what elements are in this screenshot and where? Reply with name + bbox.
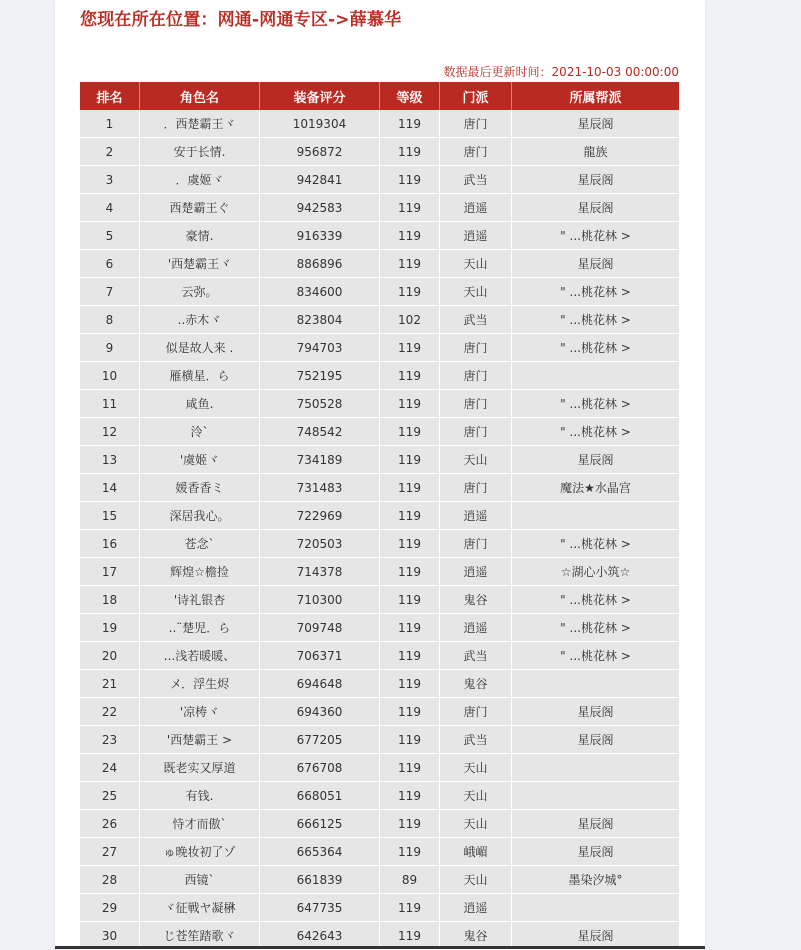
rank-cell: 26	[80, 810, 140, 838]
level-cell: 119	[380, 614, 440, 642]
level-cell: 119	[380, 474, 440, 502]
level-cell: 119	[380, 726, 440, 754]
table-row	[80, 726, 679, 754]
table-row	[80, 866, 679, 894]
level-cell: 119	[380, 698, 440, 726]
school-cell: 唐门	[440, 418, 512, 446]
guild-cell: " ...桃花林 >	[512, 642, 679, 670]
level-cell: 119	[380, 810, 440, 838]
equip-score-cell: 714378	[260, 558, 380, 586]
role-name-cell: ．虞姬ヾ	[140, 166, 260, 194]
guild-cell: 星辰阁	[512, 194, 679, 222]
equip-score-cell: 823804	[260, 306, 380, 334]
guild-cell: " ...桃花林 >	[512, 530, 679, 558]
table-row	[80, 894, 679, 922]
table-row	[80, 614, 679, 642]
content-panel	[55, 0, 705, 949]
guild-cell	[512, 894, 679, 922]
role-name-cell: 有钱.	[140, 782, 260, 810]
role-name-cell: 辉煌☆檐捡	[140, 558, 260, 586]
equip-score-cell: 916339	[260, 222, 380, 250]
col-header-equip-score: 装备评分	[260, 82, 380, 110]
rank-cell: 15	[80, 502, 140, 530]
school-cell: 天山	[440, 754, 512, 782]
school-cell: 武当	[440, 166, 512, 194]
equip-score-cell: 794703	[260, 334, 380, 362]
guild-cell: 墨染汐城°	[512, 866, 679, 894]
school-cell: 天山	[440, 782, 512, 810]
school-cell: 峨嵋	[440, 838, 512, 866]
rank-cell: 23	[80, 726, 140, 754]
guild-cell	[512, 754, 679, 782]
guild-cell: 魔法★水晶宫	[512, 474, 679, 502]
level-cell: 119	[380, 138, 440, 166]
role-name-cell: ゅ晚妆初了ゾ	[140, 838, 260, 866]
school-cell: 天山	[440, 250, 512, 278]
table-row	[80, 670, 679, 698]
rank-cell: 19	[80, 614, 140, 642]
rank-cell: 16	[80, 530, 140, 558]
level-cell: 119	[380, 250, 440, 278]
guild-cell: " ...桃花林 >	[512, 418, 679, 446]
guild-cell	[512, 670, 679, 698]
table-row	[80, 362, 679, 390]
level-cell: 119	[380, 446, 440, 474]
level-cell: 119	[380, 278, 440, 306]
school-cell: 唐门	[440, 362, 512, 390]
level-cell: 119	[380, 502, 440, 530]
table-row	[80, 222, 679, 250]
table-row	[80, 642, 679, 670]
equip-score-cell: 694648	[260, 670, 380, 698]
level-cell: 119	[380, 334, 440, 362]
school-cell: 唐门	[440, 698, 512, 726]
guild-cell: " ...桃花林 >	[512, 222, 679, 250]
rank-cell: 20	[80, 642, 140, 670]
table-row	[80, 306, 679, 334]
role-name-cell: 媛香香ミ	[140, 474, 260, 502]
role-name-cell: '凉梼ヾ	[140, 698, 260, 726]
guild-cell: 星辰阁	[512, 922, 679, 950]
rank-cell: 3	[80, 166, 140, 194]
guild-cell	[512, 782, 679, 810]
equip-score-cell: 720503	[260, 530, 380, 558]
level-cell: 119	[380, 390, 440, 418]
school-cell: 唐门	[440, 390, 512, 418]
table-row	[80, 334, 679, 362]
guild-cell: 星辰阁	[512, 446, 679, 474]
equip-score-cell: 886896	[260, 250, 380, 278]
guild-cell	[512, 362, 679, 390]
role-name-cell: '西楚霸王ヾ	[140, 250, 260, 278]
rank-cell: 10	[80, 362, 140, 390]
table-row	[80, 250, 679, 278]
role-name-cell: メ．浮生烬	[140, 670, 260, 698]
equip-score-cell: 668051	[260, 782, 380, 810]
level-cell: 119	[380, 110, 440, 138]
school-cell: 鬼谷	[440, 922, 512, 950]
update-time: 数据最后更新时间：2021-10-03 00:00:00	[443, 65, 679, 79]
rank-cell: 29	[80, 894, 140, 922]
guild-cell: 星辰阁	[512, 698, 679, 726]
guild-cell: 星辰阁	[512, 250, 679, 278]
level-cell: 119	[380, 530, 440, 558]
school-cell: 逍遥	[440, 894, 512, 922]
rank-cell: 22	[80, 698, 140, 726]
rank-cell: 25	[80, 782, 140, 810]
school-cell: 武当	[440, 726, 512, 754]
table-row	[80, 166, 679, 194]
equip-score-cell: 642643	[260, 922, 380, 950]
table-row	[80, 530, 679, 558]
role-name-cell: ヾ征戦ヤ凝楙	[140, 894, 260, 922]
rank-cell: 9	[80, 334, 140, 362]
table-header-row	[80, 82, 679, 110]
school-cell: 天山	[440, 810, 512, 838]
school-cell: 鬼谷	[440, 586, 512, 614]
role-name-cell: 安于长情.	[140, 138, 260, 166]
rank-cell: 8	[80, 306, 140, 334]
school-cell: 天山	[440, 866, 512, 894]
school-cell: 唐门	[440, 530, 512, 558]
guild-cell: 星辰阁	[512, 810, 679, 838]
rank-cell: 13	[80, 446, 140, 474]
school-cell: 武当	[440, 642, 512, 670]
equip-score-cell: 647735	[260, 894, 380, 922]
table-row	[80, 586, 679, 614]
role-name-cell: 西镜`	[140, 866, 260, 894]
equip-score-cell: 710300	[260, 586, 380, 614]
rank-cell: 27	[80, 838, 140, 866]
rank-cell: 12	[80, 418, 140, 446]
guild-cell: " ...桃花林 >	[512, 306, 679, 334]
role-name-cell: ..赤木ヾ	[140, 306, 260, 334]
role-name-cell: ..¨楚児．ら	[140, 614, 260, 642]
school-cell: 天山	[440, 278, 512, 306]
level-cell: 119	[380, 362, 440, 390]
col-header-level: 等级	[380, 82, 440, 110]
school-cell: 唐门	[440, 138, 512, 166]
role-name-cell: 既老实又厚道	[140, 754, 260, 782]
guild-cell: " ...桃花林 >	[512, 614, 679, 642]
equip-score-cell: 752195	[260, 362, 380, 390]
guild-cell	[512, 502, 679, 530]
school-cell: 唐门	[440, 110, 512, 138]
rank-cell: 17	[80, 558, 140, 586]
school-cell: 逍遥	[440, 502, 512, 530]
equip-score-cell: 750528	[260, 390, 380, 418]
equip-score-cell: 706371	[260, 642, 380, 670]
role-name-cell: '诗礼银杏	[140, 586, 260, 614]
role-name-cell: 似是故人来 .	[140, 334, 260, 362]
guild-cell: 星辰阁	[512, 166, 679, 194]
table-row	[80, 418, 679, 446]
school-cell: 唐门	[440, 334, 512, 362]
level-cell: 119	[380, 166, 440, 194]
col-header-guild: 所属帮派	[512, 82, 679, 110]
equip-score-cell: 666125	[260, 810, 380, 838]
guild-cell: " ...桃花林 >	[512, 278, 679, 306]
school-cell: 逍遥	[440, 194, 512, 222]
rank-cell: 28	[80, 866, 140, 894]
equip-score-cell: 722969	[260, 502, 380, 530]
level-cell: 119	[380, 782, 440, 810]
role-name-cell: じ苍笙踏歌ヾ	[140, 922, 260, 950]
table-row	[80, 474, 679, 502]
rank-cell: 1	[80, 110, 140, 138]
col-header-role-name: 角色名	[140, 82, 260, 110]
table-row	[80, 110, 679, 138]
table-row	[80, 782, 679, 810]
role-name-cell: 云弥。	[140, 278, 260, 306]
table-row	[80, 194, 679, 222]
equip-score-cell: 942841	[260, 166, 380, 194]
level-cell: 119	[380, 642, 440, 670]
equip-score-cell: 956872	[260, 138, 380, 166]
role-name-cell: 豪情.	[140, 222, 260, 250]
school-cell: 逍遥	[440, 558, 512, 586]
col-header-rank: 排名	[80, 82, 140, 110]
rank-cell: 4	[80, 194, 140, 222]
table-row	[80, 810, 679, 838]
rank-cell: 2	[80, 138, 140, 166]
level-cell: 102	[380, 306, 440, 334]
role-name-cell: 雁横星．ら	[140, 362, 260, 390]
equip-score-cell: 748542	[260, 418, 380, 446]
guild-cell: " ...桃花林 >	[512, 390, 679, 418]
role-name-cell: '虞姬ヾ	[140, 446, 260, 474]
level-cell: 119	[380, 222, 440, 250]
guild-cell: ☆湖心小筑☆	[512, 558, 679, 586]
equip-score-cell: 677205	[260, 726, 380, 754]
table-row	[80, 138, 679, 166]
equip-score-cell: 676708	[260, 754, 380, 782]
equip-score-cell: 834600	[260, 278, 380, 306]
level-cell: 119	[380, 922, 440, 950]
level-cell: 119	[380, 194, 440, 222]
table-row	[80, 698, 679, 726]
level-cell: 119	[380, 754, 440, 782]
role-name-cell: 深居我心。	[140, 502, 260, 530]
rank-cell: 6	[80, 250, 140, 278]
guild-cell: 星辰阁	[512, 110, 679, 138]
level-cell: 119	[380, 894, 440, 922]
equip-score-cell: 942583	[260, 194, 380, 222]
level-cell: 119	[380, 838, 440, 866]
role-name-cell: '西楚霸王 >	[140, 726, 260, 754]
ranking-table	[80, 82, 679, 950]
role-name-cell: 恃才而傲`	[140, 810, 260, 838]
guild-cell: " ...桃花林 >	[512, 334, 679, 362]
school-cell: 天山	[440, 446, 512, 474]
table-row	[80, 390, 679, 418]
role-name-cell: 苍念`	[140, 530, 260, 558]
col-header-school: 门派	[440, 82, 512, 110]
rank-cell: 21	[80, 670, 140, 698]
school-cell: 唐门	[440, 474, 512, 502]
table-row	[80, 838, 679, 866]
guild-cell: " ...桃花林 >	[512, 586, 679, 614]
table-row	[80, 502, 679, 530]
level-cell: 119	[380, 586, 440, 614]
equip-score-cell: 1019304	[260, 110, 380, 138]
level-cell: 89	[380, 866, 440, 894]
level-cell: 119	[380, 558, 440, 586]
school-cell: 武当	[440, 306, 512, 334]
equip-score-cell: 665364	[260, 838, 380, 866]
table-row	[80, 754, 679, 782]
equip-score-cell: 734189	[260, 446, 380, 474]
rank-cell: 5	[80, 222, 140, 250]
role-name-cell: 咸鱼.	[140, 390, 260, 418]
equip-score-cell: 661839	[260, 866, 380, 894]
guild-cell: 星辰阁	[512, 726, 679, 754]
rank-cell: 7	[80, 278, 140, 306]
equip-score-cell: 731483	[260, 474, 380, 502]
role-name-cell: ...浅若暖暖、	[140, 642, 260, 670]
table-body	[80, 110, 679, 950]
role-name-cell: 泠`	[140, 418, 260, 446]
school-cell: 逍遥	[440, 222, 512, 250]
guild-cell: 龍族	[512, 138, 679, 166]
guild-cell: 星辰阁	[512, 838, 679, 866]
table-row	[80, 558, 679, 586]
rank-cell: 14	[80, 474, 140, 502]
rank-cell: 30	[80, 922, 140, 950]
rank-cell: 18	[80, 586, 140, 614]
table-row	[80, 446, 679, 474]
role-name-cell: ．西楚霸王ヾ	[140, 110, 260, 138]
level-cell: 119	[380, 670, 440, 698]
table-row	[80, 278, 679, 306]
rank-cell: 24	[80, 754, 140, 782]
school-cell: 鬼谷	[440, 670, 512, 698]
school-cell: 逍遥	[440, 614, 512, 642]
equip-score-cell: 709748	[260, 614, 380, 642]
role-name-cell: 西楚霸王ぐ	[140, 194, 260, 222]
equip-score-cell: 694360	[260, 698, 380, 726]
rank-cell: 11	[80, 390, 140, 418]
breadcrumb: 您现在所在位置：网通-网通专区->薛慕华	[80, 10, 402, 30]
level-cell: 119	[380, 418, 440, 446]
